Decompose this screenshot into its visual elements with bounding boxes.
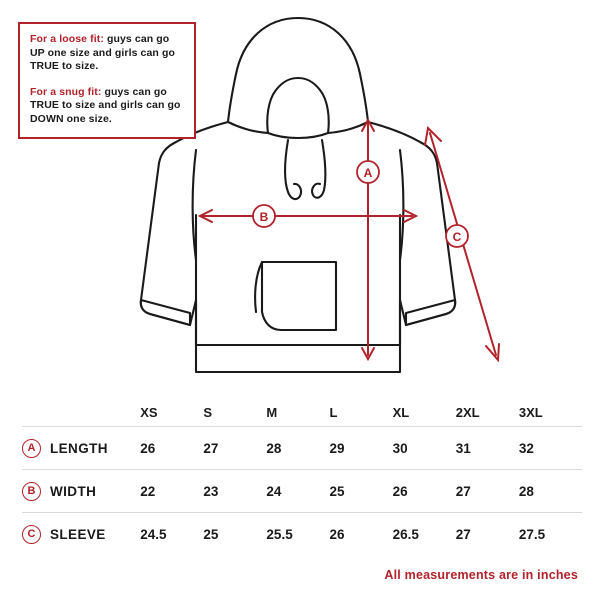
sleeve-xs: 24.5 [140,513,203,556]
table-header-row [22,398,582,427]
column-header-s: S [203,398,266,427]
column-header-2xl: 2XL [456,398,519,427]
column-header-3xl: 3XL [519,398,582,427]
sleeve-2xl: 27 [456,513,519,556]
marker-a [357,161,379,183]
length-m: 28 [266,440,282,456]
row-label-sleeve: SLEEVE [50,526,106,542]
table-row [22,470,582,513]
fit-note-snug-lead: For a snug fit: [30,85,102,98]
sleeve-3xl: 27.5 [519,513,582,556]
column-header-xl: XL [393,398,456,427]
row-label-length: LENGTH [50,440,108,456]
length-xs: 26 [140,440,156,456]
width-m: 24 [266,470,329,513]
kangaroo-pocket [262,262,336,330]
width-3xl: 28 [519,470,582,513]
width-xl: 26 [393,470,456,513]
fit-note-box [18,22,196,139]
fit-note-loose-text: guys can go UP one size and girls can go TRUE to size. [30,33,175,73]
drawstring-left [285,140,301,199]
left-cuff [141,300,190,325]
fit-note-loose [30,33,184,74]
width-s: 23 [203,470,266,513]
right-cuff [406,300,455,325]
row-header-length [22,427,140,470]
hood-inner-seam [268,133,328,138]
badge-a: A [22,439,41,458]
marker-c-label: C [452,230,462,244]
badge-b: B [22,482,41,501]
badge-c: C [22,525,41,544]
measurements-table [0,398,600,555]
column-header-m: M [266,398,329,427]
width-2xl: 27 [456,470,519,513]
row-header-sleeve [22,513,140,556]
length-3xl: 32 [518,440,534,456]
column-header-blank [22,398,140,427]
marker-b-label: B [259,210,269,224]
width-l: 25 [330,470,393,513]
table-row [22,513,582,556]
table-row [22,427,582,470]
sleeve-xl: 26.5 [393,513,456,556]
length-xl: 30 [392,440,408,456]
column-header-xs: XS [140,398,203,427]
drawstring-right [312,140,325,198]
column-header-l: L [330,398,393,427]
row-header-width [22,470,140,513]
marker-c [446,225,468,247]
sleeve-m: 25.5 [266,513,329,556]
row-label-width: WIDTH [50,483,97,499]
sleeve-s: 25 [203,513,266,556]
fit-note-snug-text: guys can go TRUE to size and girls can go DOWN one size. [30,85,181,125]
hood-outline [228,18,368,133]
fit-note-loose-lead: For a loose fit: [30,33,104,45]
fit-note-snug [30,86,184,127]
length-2xl: 31 [455,440,471,456]
width-xs: 22 [140,470,203,513]
marker-b [253,205,275,227]
length-s: 27 [203,440,219,456]
units-footnote: All measurements are in inches [384,568,578,582]
marker-a-label: A [363,166,373,180]
length-l: 29 [329,440,345,456]
sleeve-l: 26 [330,513,393,556]
